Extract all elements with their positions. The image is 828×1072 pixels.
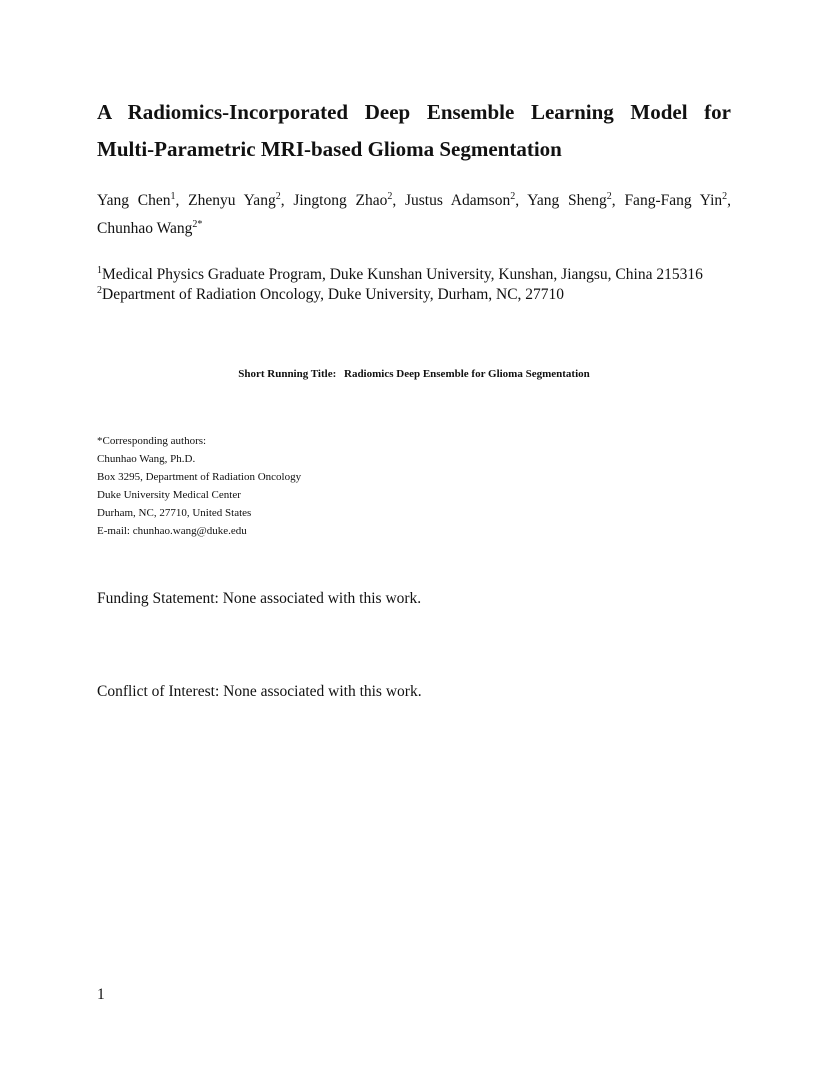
author-affiliation-mark: 1 [170, 191, 176, 202]
author-affiliation-mark: 2 [606, 191, 612, 202]
author-affiliation-mark: 2 [275, 191, 281, 202]
author-separator: , [280, 192, 294, 209]
paper-title-line-2: Multi-Parametric MRI-based Glioma Segmentation [97, 137, 562, 161]
running-title-text: Radiomics Deep Ensemble for Glioma Segmentation [344, 368, 590, 380]
author-affiliation-mark: 2 [722, 191, 728, 202]
author-name: Yang Sheng [527, 192, 607, 209]
affiliation-mark: 1 [97, 265, 102, 276]
conflict-of-interest: Conflict of Interest: None associated with this work. [97, 683, 422, 700]
corresponding-name: Chunhao Wang, Ph.D. [97, 453, 196, 465]
corresponding-address-line: Duke University Medical Center [97, 489, 241, 501]
page-number: 1 [97, 986, 105, 1003]
corresponding-address-line: Durham, NC, 27710, United States [97, 507, 252, 519]
funding-statement: Funding Statement: None associated with this work. [97, 590, 422, 607]
author-line-1 [97, 187, 731, 215]
affiliation-text: Medical Physics Graduate Program, Duke Kunshan University, Kunshan, Jiangsu, China 215316 [102, 266, 703, 283]
author-separator: , [611, 192, 625, 209]
corresponding-author-block [97, 432, 301, 540]
affiliation-mark: 2 [97, 285, 102, 296]
author-name: Zhenyu Yang [188, 192, 276, 209]
author-separator: , [392, 192, 405, 209]
author-affiliation-mark: 2* [192, 219, 203, 230]
author-affiliation-mark: 2 [510, 191, 516, 202]
author-separator: , [727, 192, 732, 209]
paper-title [97, 94, 731, 168]
author-separator: , [175, 192, 189, 209]
author-name: Chunhao Wang [97, 220, 193, 237]
corresponding-email: E-mail: chunhao.wang@duke.edu [97, 525, 247, 537]
affiliation-list [97, 265, 747, 305]
author-line-2 [97, 215, 731, 243]
affiliation-item [97, 265, 747, 285]
author-separator: , [515, 192, 528, 209]
corresponding-address-line: Box 3295, Department of Radiation Oncology [97, 471, 302, 483]
author-name: Jingtong Zhao [293, 192, 388, 209]
author-name: Fang-Fang Yin [624, 192, 723, 209]
author-name: Yang Chen [97, 192, 171, 209]
author-name: Justus Adamson [404, 192, 511, 209]
short-running-title [0, 368, 828, 380]
corresponding-heading: *Corresponding authors: [97, 435, 207, 447]
paper-title-line-1: A Radiomics-Incorporated Deep Ensemble Learning Model for [97, 100, 731, 124]
running-title-label: Short Running Title: [238, 368, 337, 380]
author-affiliation-mark: 2 [387, 191, 393, 202]
affiliation-text: Department of Radiation Oncology, Duke University, Durham, NC, 27710 [102, 286, 565, 303]
author-list [97, 187, 731, 243]
affiliation-item [97, 285, 747, 305]
